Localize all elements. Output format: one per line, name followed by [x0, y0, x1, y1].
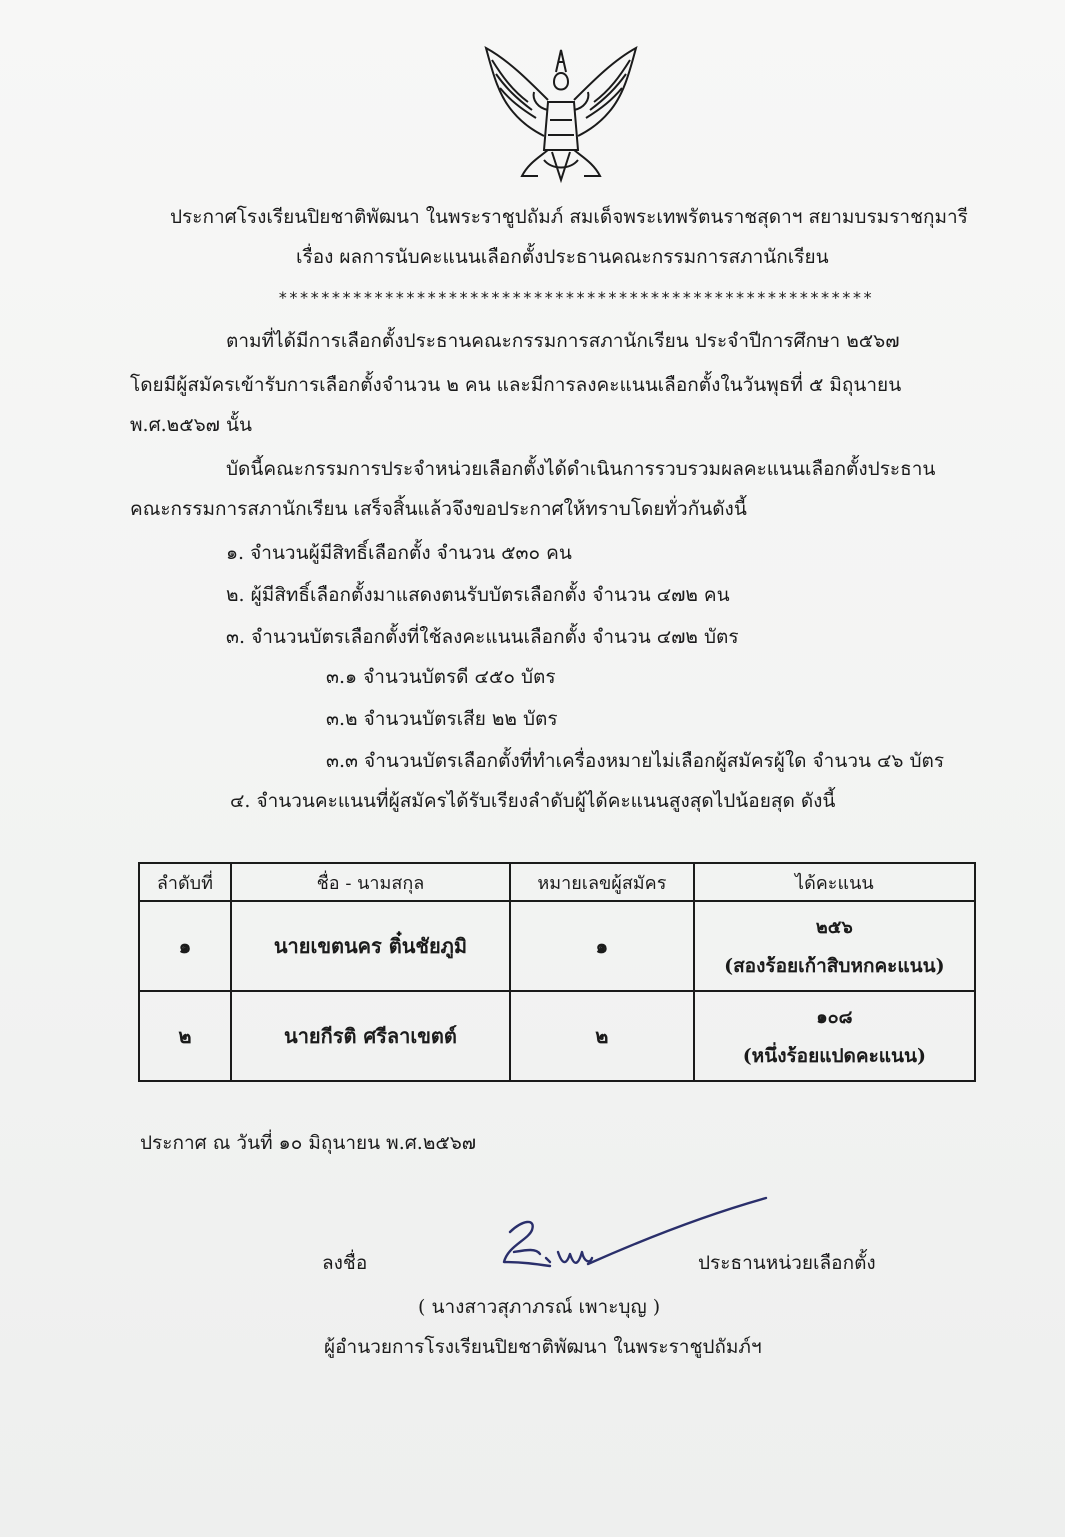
- score-value: ๒๕๖: [815, 916, 853, 938]
- name-cell: นายเขตนคร ติ๋นชัยภูมิ: [231, 901, 510, 991]
- score-words: (สองร้อยเก้าสิบหกคะแนน): [724, 954, 945, 977]
- paragraph-2-line-2: คณะกรรมการสภานักเรียน เสร็จสิ้นแล้วจึงขอประกาศให้ทราบโดยทั่วกันดังนี้: [130, 498, 747, 520]
- column-header-candidate-number: หมายเลขผู้สมัคร: [510, 863, 694, 901]
- score-words: (หนึ่งร้อยแปดคะแนน): [742, 1044, 926, 1067]
- sign-position: ประธานหน่วยเลือกตั้ง: [698, 1252, 876, 1274]
- list-item-3: ๓. จำนวนบัตรเลือกตั้งที่ใช้ลงคะแนนเลือกตั้ง จำนวน ๔๗๒ บัตร: [226, 626, 739, 648]
- name-cell: นายกีรติ ศรีลาเขตต์: [231, 991, 510, 1081]
- header-title-line: ประกาศโรงเรียนปิยชาติพัฒนา ในพระราชูปถัมภ์ สมเด็จพระเทพรัตนราชสุดาฯ สยามบรมราชกุมารี: [170, 206, 968, 228]
- signer-name: ( นางสาวสุภาภรณ์ เพาะบุญ ): [418, 1296, 661, 1318]
- list-item-3-1: ๓.๑ จำนวนบัตรดี ๔๕๐ บัตร: [326, 666, 556, 688]
- candidate-number-cell: ๒: [510, 991, 694, 1081]
- list-item-3-3: ๓.๓ จำนวนบัตรเลือกตั้งที่ทำเครื่องหมายไม่เลือกผู้สมัครผู้ใด จำนวน ๔๖ บัตร: [326, 750, 945, 772]
- table-row: [139, 901, 975, 991]
- announcement-date: ประกาศ ณ วันที่ ๑๐ มิถุนายน พ.ศ.๒๕๖๗: [140, 1132, 477, 1154]
- column-header-score: ได้คะแนน: [694, 863, 975, 901]
- rank-cell: ๑: [139, 901, 231, 991]
- paragraph-1-line-1: ตามที่ได้มีการเลือกตั้งประธานคณะกรรมการสภานักเรียน ประจำปีการศึกษา ๒๕๖๗: [226, 330, 900, 352]
- score-value: ๑๐๘: [816, 1006, 853, 1028]
- list-item-3-2: ๓.๒ จำนวนบัตรเสีย ๒๒ บัตร: [326, 708, 558, 730]
- list-item-4: ๔. จำนวนคะแนนที่ผู้สมัครได้รับเรียงลำดับผู้ได้คะแนนสูงสุดไปน้อยสุด ดังนี้: [230, 790, 836, 812]
- rank-cell: ๒: [139, 991, 231, 1081]
- list-item-2: ๒. ผู้มีสิทธิ์เลือกตั้งมาแสดงตนรับบัตรเลือกตั้ง จำนวน ๔๗๒ คน: [226, 584, 730, 606]
- column-header-rank: ลำดับที่: [139, 863, 231, 901]
- table-header-row: [139, 863, 975, 901]
- column-header-name: ชื่อ - นามสกุล: [231, 863, 510, 901]
- candidate-number-cell: ๑: [510, 901, 694, 991]
- table-row: [139, 991, 975, 1081]
- garuda-emblem-icon: [478, 40, 644, 186]
- signer-title: ผู้อำนวยการโรงเรียนปิยชาติพัฒนา ในพระราชูปถัมภ์ฯ: [324, 1336, 762, 1358]
- header-separator: ********************************************************: [278, 288, 874, 307]
- sign-label: ลงชื่อ: [322, 1252, 368, 1274]
- paragraph-1-line-2: โดยมีผู้สมัครเข้ารับการเลือกตั้งจำนวน ๒ คน และมีการลงคะแนนเลือกตั้งในวันพุธที่ ๕ มิถุนายน: [130, 374, 902, 396]
- score-cell: [694, 901, 975, 991]
- list-item-1: ๑. จำนวนผู้มีสิทธิ์เลือกตั้ง จำนวน ๕๓๐ คน: [226, 542, 572, 564]
- header-subject-line: เรื่อง ผลการนับคะแนนเลือกตั้งประธานคณะกรรมการสภานักเรียน: [296, 246, 829, 268]
- paragraph-2-line-1: บัดนี้คณะกรรมการประจำหน่วยเลือกตั้งได้ดำเนินการรวบรวมผลคะแนนเลือกตั้งประธาน: [226, 458, 936, 480]
- results-table: [138, 862, 976, 1082]
- score-cell: [694, 991, 975, 1081]
- paragraph-1-line-3: พ.ศ.๒๕๖๗ นั้น: [130, 414, 252, 436]
